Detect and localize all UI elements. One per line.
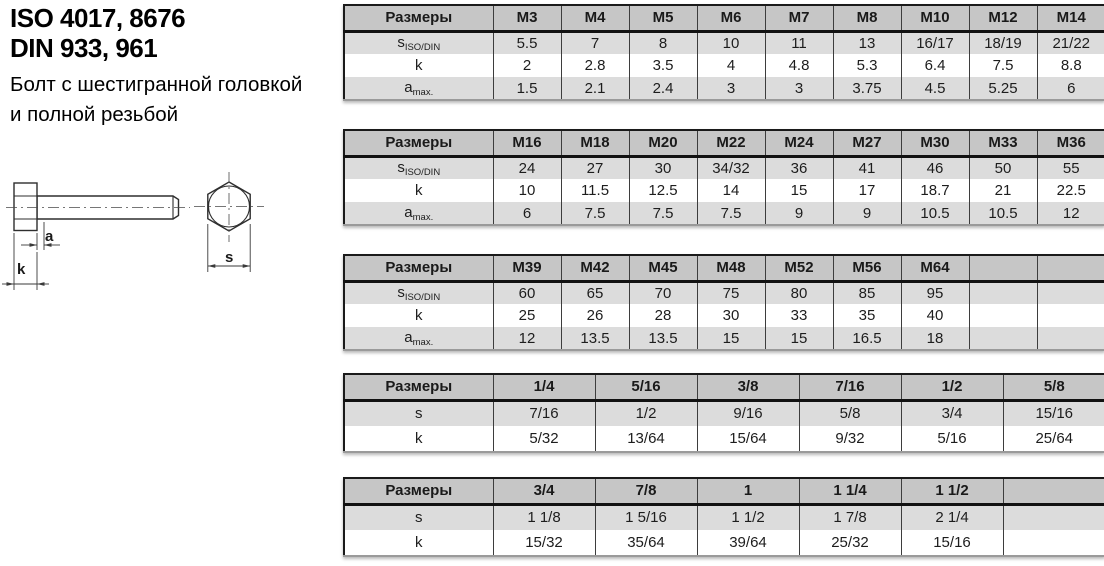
dimension-value-cell: 30 [697,304,765,327]
dimension-value-cell: 13.5 [629,327,697,350]
dimension-value-cell: 70 [629,281,697,304]
size-column-header: M39 [493,255,561,281]
size-column-header: 1 1/4 [799,478,901,504]
row-label-k: k [415,307,423,324]
dimension-value-cell: 5/32 [493,426,595,452]
dimension-value-cell: 5.3 [833,54,901,77]
dimension-value-cell: 13.5 [561,327,629,350]
row-label-s: $s_{ISO/DIN}$ [397,283,441,303]
dimension-value-cell: 39/64 [697,530,799,556]
dimension-table-metric-3 [343,254,1104,351]
dimension-value-cell: 1 1/2 [697,504,799,530]
dimension-value-cell: 21/22 [1037,31,1104,54]
sizes-header-cell: Размеры [344,255,493,281]
dimension-value-cell: 18 [901,327,969,350]
dimension-value-cell: 80 [765,281,833,304]
dimension-value-cell: 28 [629,304,697,327]
dimension-value-cell: 5.5 [493,31,561,54]
dimension-value-cell: 15 [765,179,833,202]
dimension-value-cell: 60 [493,281,561,304]
sizes-header-cell: Размеры [344,130,493,156]
dimension-value-cell: 7/16 [493,400,595,426]
size-column-header: M30 [901,130,969,156]
dimension-value-cell: 24 [493,156,561,179]
dimension-value-cell [969,304,1037,327]
table-row [344,504,1104,530]
size-column-header: 1/2 [901,374,1003,400]
dimension-value-cell: 1.5 [493,77,561,100]
dimension-value-cell: 30 [629,156,697,179]
size-column-header: M4 [561,5,629,31]
dimension-value-cell: 8 [629,31,697,54]
size-column-header: M12 [969,5,1037,31]
dimension-value-cell: 11.5 [561,179,629,202]
product-description-line1: Болт с шестигранной головкой [10,73,303,96]
dimension-value-cell: 10.5 [901,202,969,225]
title-block [10,3,340,130]
dimension-value-cell: 18/19 [969,31,1037,54]
dimension-value-cell: 2 1/4 [901,504,1003,530]
dimension-value-cell: 27 [561,156,629,179]
size-column-header: 3/4 [493,478,595,504]
dimension-value-cell [1037,281,1104,304]
size-column-header: M3 [493,5,561,31]
table-row [344,31,1104,54]
dimension-value-cell: 95 [901,281,969,304]
dimension-value-cell: 8.8 [1037,54,1104,77]
dimension-value-cell: 33 [765,304,833,327]
dimension-value-cell: 7 [561,31,629,54]
dimension-value-cell: 7.5 [561,202,629,225]
dimension-value-cell: 12 [1037,202,1104,225]
dimension-value-cell [1003,504,1104,530]
size-column-header: 1/4 [493,374,595,400]
dimension-value-cell: 13/64 [595,426,697,452]
dimension-value-cell: 75 [697,281,765,304]
row-label-k: k [415,57,423,74]
size-column-header: M36 [1037,130,1104,156]
sizes-header-cell: Размеры [344,374,493,400]
table-row [344,530,1104,556]
dimension-value-cell: 5/16 [901,426,1003,452]
dimension-value-cell: 4.5 [901,77,969,100]
size-column-header: 7/16 [799,374,901,400]
din-standard-title: DIN 933, 961 [10,33,158,63]
table-row [344,304,1104,327]
table-header-row [344,5,1104,31]
table-header-row [344,255,1104,281]
bolt-head [14,183,37,231]
table-header-row [344,374,1104,400]
dimension-value-cell: 17 [833,179,901,202]
size-column-header: M42 [561,255,629,281]
dimension-value-cell: 15 [765,327,833,350]
dimension-value-cell: 35/64 [595,530,697,556]
dimension-value-cell: 15/16 [901,530,1003,556]
dimension-value-cell: 2 [493,54,561,77]
dimension-value-cell: 10 [697,31,765,54]
dimension-value-cell: 65 [561,281,629,304]
size-column-header: 5/8 [1003,374,1104,400]
bolt-drawing-svg [0,160,290,340]
dimension-value-cell: 2.1 [561,77,629,100]
dimension-table [343,4,1104,101]
size-column-header: M16 [493,130,561,156]
row-label-subscript: max. [412,211,434,223]
dimension-table [343,254,1104,351]
dimension-value-cell: 7.5 [697,202,765,225]
size-column-header: M33 [969,130,1037,156]
dimension-value-cell: 9 [765,202,833,225]
dimension-table-metric-2 [343,129,1104,226]
dimension-value-cell [1037,304,1104,327]
size-column-header: M14 [1037,5,1104,31]
table-row [344,179,1104,202]
dimension-value-cell: 7.5 [629,202,697,225]
size-column-header [1037,255,1104,281]
row-label-s: $s_{ISO/DIN}$ [397,33,441,53]
size-column-header: M7 [765,5,833,31]
dimension-value-cell: 15 [697,327,765,350]
table-row [344,400,1104,426]
size-column-header: 1 1/2 [901,478,1003,504]
size-column-header: M56 [833,255,901,281]
dimension-value-cell: 16/17 [901,31,969,54]
row-label-subscript: max. [412,86,434,98]
dimension-value-cell: 1 7/8 [799,504,901,530]
row-label-subscript: ISO/DIN [404,41,441,53]
dimension-k [2,233,49,290]
dimension-value-cell: 2.4 [629,77,697,100]
dimension-value-cell: 1 1/8 [493,504,595,530]
dimension-value-cell: 16.5 [833,327,901,350]
dimension-value-cell: 25/64 [1003,426,1104,452]
dimension-value-cell: 1/2 [595,400,697,426]
product-description-line2: и полной резьбой [10,103,179,126]
iso-standard-title: ISO 4017, 8676 [10,3,186,33]
dimension-value-cell: 41 [833,156,901,179]
size-column-header: M64 [901,255,969,281]
size-column-header: 5/16 [595,374,697,400]
size-column-header: M22 [697,130,765,156]
table-row [344,54,1104,77]
size-column-header: M5 [629,5,697,31]
size-column-header: M52 [765,255,833,281]
row-label-k: k [415,430,423,447]
size-column-header: M27 [833,130,901,156]
dimension-value-cell: 3.5 [629,54,697,77]
dimension-value-cell [969,281,1037,304]
row-label-a: $a_{max.}$ [404,78,434,98]
table-row [344,202,1104,225]
dimension-table-imperial-1 [343,373,1104,453]
dimension-value-cell: 5/8 [799,400,901,426]
size-column-header: 1 [697,478,799,504]
row-label-k: k [415,534,423,551]
dimension-value-cell [969,327,1037,350]
row-label-a: $a_{max.}$ [404,203,434,223]
dimension-table [343,129,1104,226]
row-label-subscript: ISO/DIN [404,291,441,303]
dimension-value-cell: 21 [969,179,1037,202]
dimension-value-cell: 10.5 [969,202,1037,225]
row-label-a: $a_{max.}$ [404,328,434,348]
dimension-value-cell: 50 [969,156,1037,179]
dimension-value-cell: 85 [833,281,901,304]
size-column-header: 3/8 [697,374,799,400]
dimension-table [343,373,1104,453]
dimension-k-label: k [17,261,26,278]
size-column-header: 7/8 [595,478,697,504]
dimension-table [343,477,1104,557]
row-label-s: s [415,405,423,423]
dimension-value-cell: 22.5 [1037,179,1104,202]
dimension-value-cell [1003,530,1104,556]
dimension-value-cell: 11 [765,31,833,54]
size-column-header: M48 [697,255,765,281]
dimension-value-cell: 55 [1037,156,1104,179]
dimension-value-cell: 36 [765,156,833,179]
dimension-value-cell: 7.5 [969,54,1037,77]
dimension-a-label: a [45,228,54,245]
dimension-value-cell: 13 [833,31,901,54]
bolt-end-view [194,172,264,242]
size-column-header [969,255,1037,281]
dimension-value-cell: 15/64 [697,426,799,452]
table-row [344,426,1104,452]
size-column-header [1003,478,1104,504]
row-label-subscript: max. [412,336,434,348]
size-column-header: M45 [629,255,697,281]
dimension-value-cell: 1 5/16 [595,504,697,530]
bolt-side-view [6,183,190,231]
dimension-value-cell: 5.25 [969,77,1037,100]
dimension-value-cell: 14 [697,179,765,202]
table-header-row [344,478,1104,504]
size-column-header: M8 [833,5,901,31]
dimension-value-cell: 35 [833,304,901,327]
dimension-value-cell: 4.8 [765,54,833,77]
dimension-value-cell: 46 [901,156,969,179]
sizes-header-cell: Размеры [344,5,493,31]
row-label-s: $s_{ISO/DIN}$ [397,158,441,178]
dimension-value-cell: 12.5 [629,179,697,202]
dimension-value-cell: 4 [697,54,765,77]
dimension-value-cell: 12 [493,327,561,350]
row-label-k: k [415,182,423,199]
size-column-header: M20 [629,130,697,156]
dimension-s-label: s [225,249,234,266]
dimension-value-cell: 3 [697,77,765,100]
dimension-value-cell: 9 [833,202,901,225]
dimension-value-cell: 18.7 [901,179,969,202]
dimension-value-cell: 2.8 [561,54,629,77]
table-row [344,156,1104,179]
size-column-header: M10 [901,5,969,31]
dimension-value-cell: 6 [493,202,561,225]
row-label-subscript: ISO/DIN [404,166,441,178]
sizes-header-cell: Размеры [344,478,493,504]
size-column-header: M6 [697,5,765,31]
dimension-value-cell: 25 [493,304,561,327]
dimension-value-cell: 25/32 [799,530,901,556]
bolt-drawing [0,160,290,340]
dimension-value-cell: 3/4 [901,400,1003,426]
size-column-header: M24 [765,130,833,156]
dimension-value-cell: 3.75 [833,77,901,100]
dimension-value-cell: 10 [493,179,561,202]
dimension-value-cell: 40 [901,304,969,327]
table-row [344,77,1104,100]
dimension-value-cell: 15/16 [1003,400,1104,426]
dimension-value-cell: 26 [561,304,629,327]
dimension-value-cell: 6.4 [901,54,969,77]
dimension-value-cell: 34/32 [697,156,765,179]
dimension-value-cell: 15/32 [493,530,595,556]
dimension-table-imperial-2 [343,477,1104,557]
dimension-value-cell: 9/16 [697,400,799,426]
dimension-value-cell [1037,327,1104,350]
dimension-value-cell: 3 [765,77,833,100]
table-row [344,281,1104,304]
table-header-row [344,130,1104,156]
dimension-value-cell: 9/32 [799,426,901,452]
size-column-header: M18 [561,130,629,156]
dimension-table-metric-1 [343,4,1104,101]
row-label-s: s [415,509,423,527]
dimension-value-cell: 6 [1037,77,1104,100]
table-row [344,327,1104,350]
